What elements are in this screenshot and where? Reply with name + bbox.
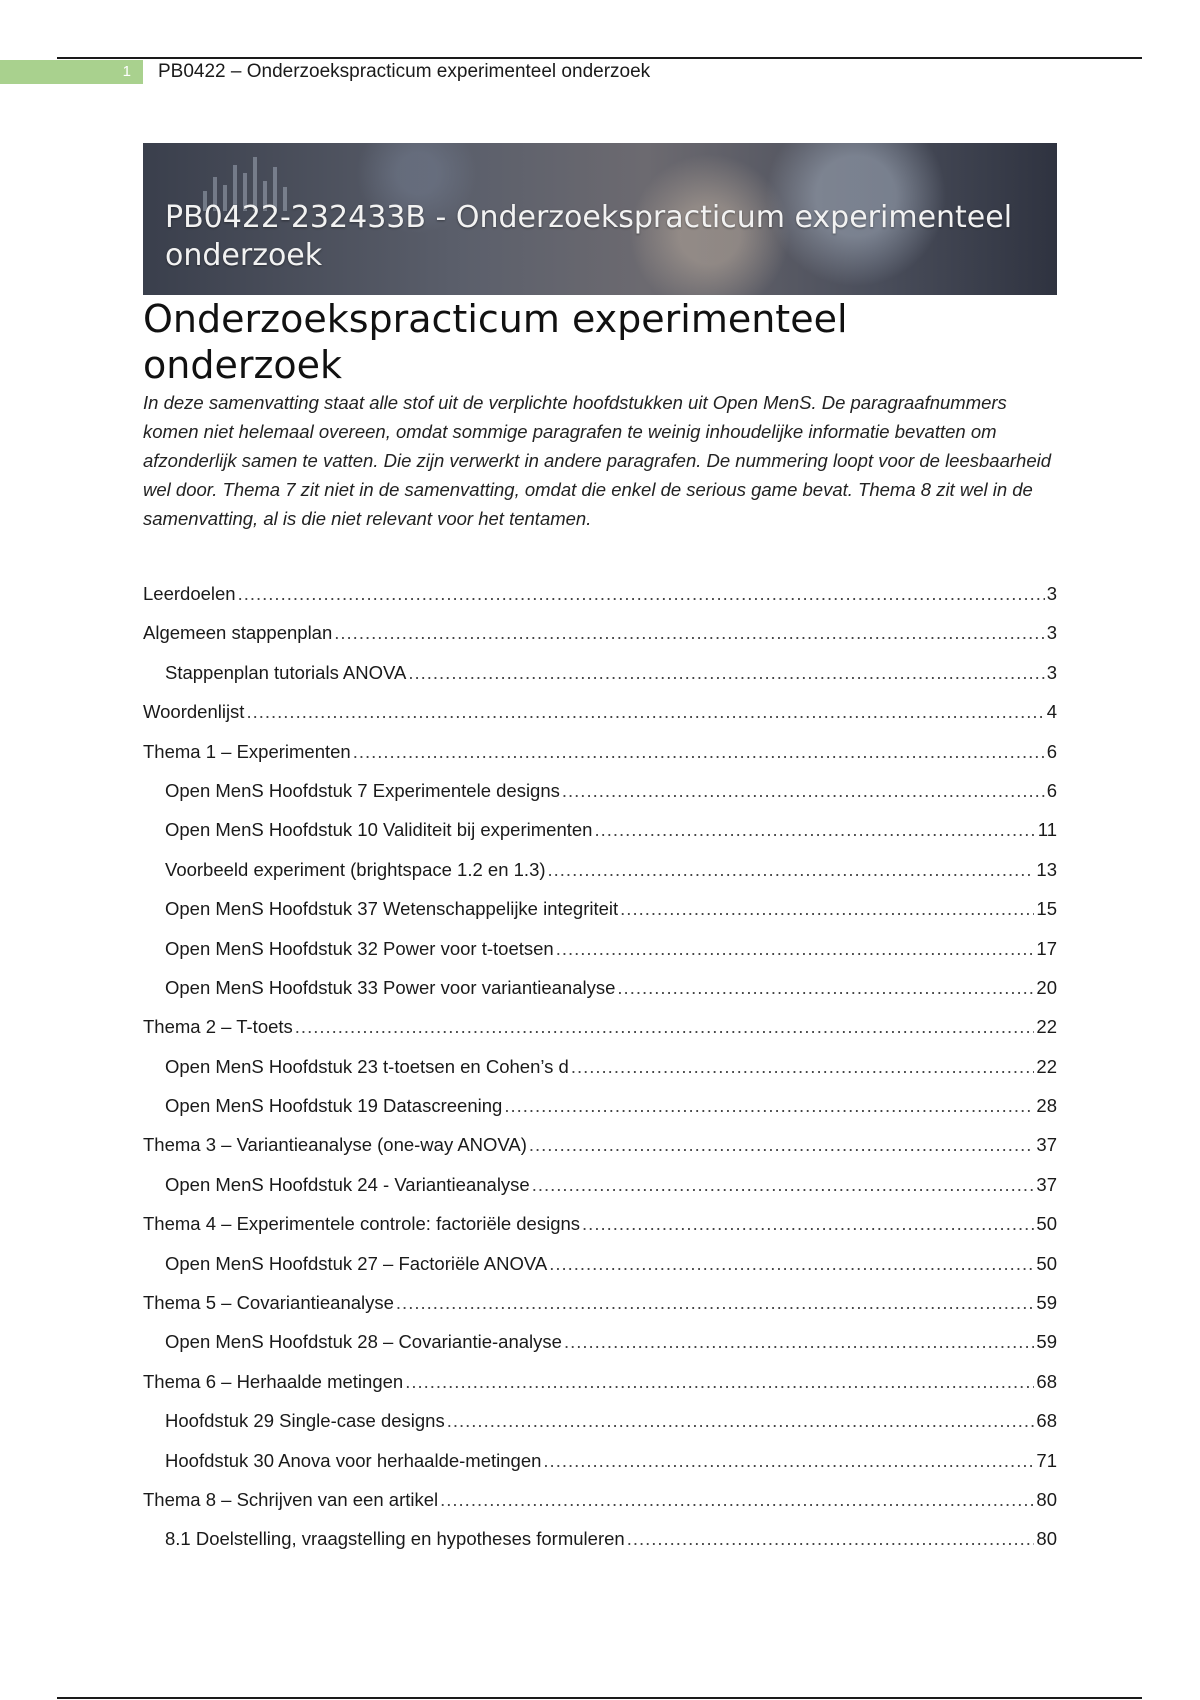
toc-entry-label: Open MenS Hoofdstuk 37 Wetenschappelijke integriteit (165, 898, 619, 920)
toc-entry-page: 50 (1036, 1213, 1057, 1235)
toc-entry[interactable] (143, 894, 1057, 933)
toc-leader-dots (529, 1130, 1035, 1160)
toc-leader-dots (246, 697, 1044, 727)
header-rule (57, 57, 1142, 59)
toc-entry[interactable] (143, 1524, 1057, 1563)
toc-leader-dots (295, 1012, 1035, 1042)
document-title: Onderzoekspracticum experimenteel onderzoek (143, 297, 848, 387)
banner-title: PB0422-232433B - Onderzoekspracticum experimenteel onderzoek (165, 200, 1013, 273)
toc-entry[interactable] (143, 1130, 1057, 1169)
toc-leader-dots (620, 894, 1034, 924)
toc-entry[interactable] (143, 934, 1057, 973)
toc-entry-page: 22 (1036, 1016, 1057, 1038)
toc-entry-label: Voorbeeld experiment (brightspace 1.2 en 1.3) (165, 858, 546, 880)
toc-entry-label: Leerdoelen (143, 583, 236, 604)
page-number-badge (0, 60, 143, 84)
toc-entry-page: 6 (1046, 779, 1057, 801)
toc-entry-page: 59 (1036, 1292, 1057, 1314)
toc-entry-label: 8.1 Doelstelling, vraagstelling en hypotheses formuleren (165, 1528, 625, 1550)
toc-entry[interactable] (143, 1249, 1057, 1288)
toc-entry-page: 13 (1036, 858, 1057, 880)
toc-entry[interactable] (143, 1052, 1057, 1091)
toc-entry[interactable] (143, 855, 1057, 894)
toc-entry[interactable] (143, 1170, 1057, 1209)
footer-rule (57, 1697, 1142, 1699)
toc-entry-page: 15 (1036, 898, 1057, 920)
toc-entry[interactable] (143, 579, 1057, 618)
toc-leader-dots (549, 1249, 1034, 1279)
toc-entry[interactable] (143, 1406, 1057, 1445)
toc-entry-page: 3 (1046, 583, 1057, 604)
cover-banner-image (143, 143, 1057, 295)
toc-entry[interactable] (143, 776, 1057, 815)
toc-entry-label: Algemeen stappenplan (143, 622, 333, 644)
toc-entry-label: Thema 2 – T-toets (143, 1016, 293, 1038)
toc-entry-label: Open MenS Hoofdstuk 10 Validiteit bij experimenten (165, 819, 593, 841)
toc-entry-label: Open MenS Hoofdstuk 19 Datascreening (165, 1095, 503, 1117)
toc-entry[interactable] (143, 1327, 1057, 1366)
toc-entry-page: 71 (1036, 1449, 1057, 1471)
toc-entry-page: 59 (1036, 1331, 1057, 1353)
toc-entry[interactable] (143, 1367, 1057, 1406)
toc-entry-page: 68 (1036, 1370, 1057, 1392)
toc-entry-label: Thema 4 – Experimentele controle: factoriële designs (143, 1213, 581, 1235)
toc-entry-label: Thema 5 – Covariantieanalyse (143, 1292, 394, 1314)
toc-entry-label: Thema 1 – Experimenten (143, 740, 351, 762)
toc-entry-page: 68 (1036, 1410, 1057, 1432)
toc-entry-page: 50 (1036, 1252, 1057, 1274)
toc-leader-dots (408, 658, 1044, 688)
toc-leader-dots (617, 973, 1034, 1003)
toc-entry-page: 37 (1036, 1134, 1057, 1156)
toc-entry-label: Open MenS Hoofdstuk 32 Power voor t-toetsen (165, 937, 554, 959)
toc-entry[interactable] (143, 973, 1057, 1012)
toc-leader-dots (504, 1091, 1034, 1121)
toc-entry[interactable] (143, 737, 1057, 776)
toc-leader-dots (556, 934, 1035, 964)
toc-entry-label: Thema 8 – Schrijven van een artikel (143, 1488, 439, 1510)
toc-entry-label: Woordenlijst (143, 701, 245, 723)
toc-leader-dots (238, 579, 1045, 609)
toc-entry-page: 37 (1036, 1173, 1057, 1195)
toc-leader-dots (334, 618, 1044, 648)
toc-entry-label: Hoofdstuk 30 Anova voor herhaalde-metingen (165, 1449, 542, 1471)
toc-entry[interactable] (143, 1091, 1057, 1130)
toc-leader-dots (353, 737, 1045, 767)
toc-entry-label: Open MenS Hoofdstuk 23 t-toetsen en Cohen’s d (165, 1055, 569, 1077)
page-number: 1 (122, 63, 131, 80)
toc-entry[interactable] (143, 1446, 1057, 1485)
toc-entry-label: Hoofdstuk 29 Single-case designs (165, 1410, 445, 1432)
toc-leader-dots (582, 1209, 1034, 1239)
toc-leader-dots (564, 1327, 1034, 1357)
toc-entry[interactable] (143, 1012, 1057, 1051)
running-header-title: PB0422 – Onderzoekspracticum experimenteel onderzoek (158, 61, 651, 82)
toc-entry-page: 20 (1036, 976, 1057, 998)
toc-entry-label: Open MenS Hoofdstuk 33 Power voor variantieanalyse (165, 976, 616, 998)
toc-entry-label: Open MenS Hoofdstuk 7 Experimentele designs (165, 779, 560, 801)
toc-entry-page: 3 (1046, 622, 1057, 644)
toc-entry[interactable] (143, 618, 1057, 657)
toc-entry-page: 22 (1036, 1055, 1057, 1077)
toc-entry-label: Thema 6 – Herhaalde metingen (143, 1370, 404, 1392)
toc-leader-dots (532, 1170, 1035, 1200)
toc-entry[interactable] (143, 1209, 1057, 1248)
toc-leader-dots (447, 1406, 1035, 1436)
toc-leader-dots (396, 1288, 1035, 1318)
toc-leader-dots (548, 855, 1035, 885)
toc-entry-page: 80 (1036, 1488, 1057, 1510)
toc-leader-dots (571, 1052, 1035, 1082)
toc-leader-dots (405, 1367, 1034, 1397)
toc-leader-dots (440, 1485, 1034, 1515)
toc-entry-label: Open MenS Hoofdstuk 28 – Covariantie-analyse (165, 1331, 562, 1353)
toc-leader-dots (594, 815, 1035, 845)
toc-entry-label: Open MenS Hoofdstuk 27 – Factoriële ANOVA (165, 1252, 548, 1274)
toc-entry[interactable] (143, 697, 1057, 736)
toc-entry[interactable] (143, 1288, 1057, 1327)
toc-leader-dots (627, 1524, 1035, 1554)
toc-entry-page: 6 (1046, 740, 1057, 762)
toc-entry-page: 11 (1037, 819, 1057, 841)
toc-leader-dots (562, 776, 1045, 806)
intro-paragraph: In deze samenvatting staat alle stof uit de verplichte hoofdstukken uit Open MenS. De paragraafnummers komen niet helemaal overeen, omdat sommige paragrafen te weinig inhoudelijke informatie bevatten om afzonderlijk samen te vatten. Die zijn verwerkt in andere paragrafen. De nummering loopt voor de leesbaarheid wel door. Thema 7 zit niet in de samenvatting, omdat die enkel de serious game bevat. Thema 8 zit wel in de samenvatting, al is die niet relevant voor het tentamen. (143, 392, 1052, 529)
toc-entry-page: 3 (1046, 661, 1057, 683)
toc-entry-page: 17 (1036, 937, 1057, 959)
toc-entry-label: Stappenplan tutorials ANOVA (165, 661, 407, 683)
table-of-contents (143, 579, 1057, 1564)
toc-entry-label: Thema 3 – Variantieanalyse (one-way ANOVA) (143, 1134, 527, 1156)
toc-entry[interactable] (143, 815, 1057, 854)
toc-entry-page: 80 (1036, 1528, 1057, 1550)
toc-entry-label: Open MenS Hoofdstuk 24 - Variantieanalyse (165, 1173, 530, 1195)
toc-entry-page: 28 (1036, 1095, 1057, 1117)
toc-entry[interactable] (143, 658, 1057, 697)
toc-leader-dots (543, 1446, 1034, 1476)
toc-entry[interactable] (143, 1485, 1057, 1524)
toc-entry-page: 4 (1046, 701, 1057, 723)
